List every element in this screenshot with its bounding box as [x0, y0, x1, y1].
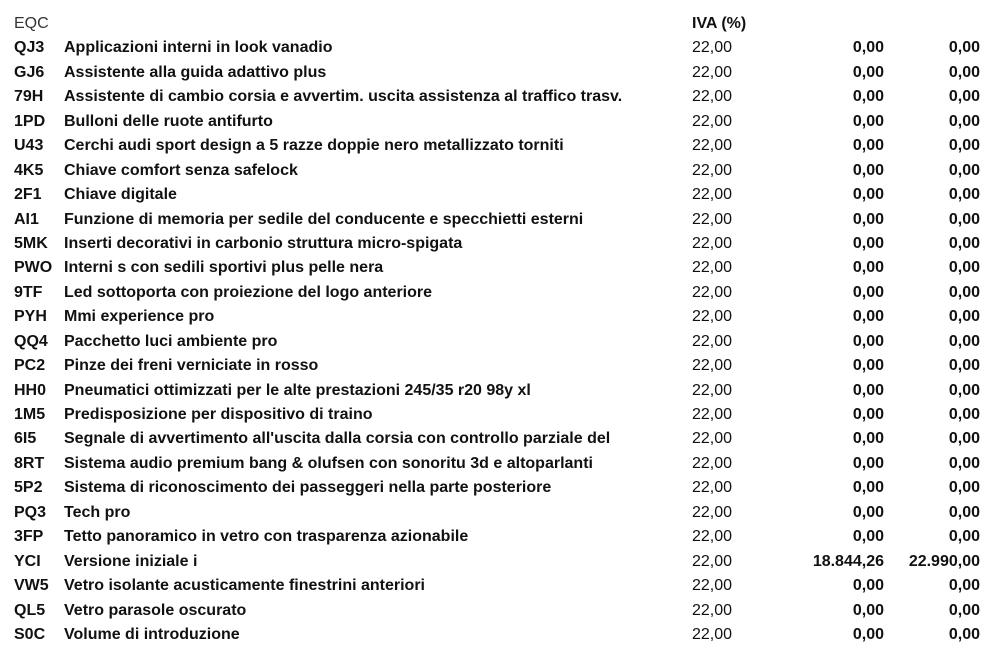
equipment-code: 79H	[14, 88, 44, 106]
equipment-code: 5P2	[14, 479, 43, 497]
equipment-description: Sistema di riconoscimento dei passeggeri nella parte posteriore	[64, 479, 552, 497]
gross-price: 0,00	[948, 479, 980, 497]
iva-rate: 22,00	[692, 454, 733, 472]
table-row	[14, 183, 986, 207]
equipment-code: PWO	[14, 259, 53, 277]
gross-price: 0,00	[948, 454, 980, 472]
iva-rate: 22,00	[692, 259, 733, 277]
iva-rate: 22,00	[692, 88, 733, 106]
gross-price: 22.990,00	[908, 552, 980, 570]
table-row	[14, 403, 986, 427]
equipment-description: Cerchi audi sport design a 5 razze doppie nero metallizzato torniti	[64, 137, 564, 155]
gross-price: 0,00	[948, 39, 980, 57]
net-price: 0,00	[852, 259, 884, 277]
table-row	[14, 452, 986, 476]
equipment-description: Bulloni delle ruote antifurto	[64, 112, 273, 130]
table-row	[14, 85, 986, 109]
net-price: 0,00	[852, 308, 884, 326]
equipment-description: Interni s con sedili sportivi plus pelle nera	[64, 259, 384, 277]
equipment-code: VW5	[14, 577, 49, 595]
gross-price: 0,00	[948, 528, 980, 546]
iva-rate: 22,00	[692, 283, 733, 301]
iva-rate: 22,00	[692, 357, 733, 375]
net-price: 0,00	[852, 357, 884, 375]
gross-price: 0,00	[948, 283, 980, 301]
equipment-code: QQ4	[14, 332, 48, 350]
equipment-description: Mmi experience pro	[64, 308, 215, 326]
gross-price: 0,00	[948, 332, 980, 350]
table-row	[14, 501, 986, 525]
header-code-label: EQC	[14, 15, 49, 32]
table-row	[14, 354, 986, 378]
equipment-code: 1M5	[14, 406, 46, 423]
table-row	[14, 476, 986, 500]
table-row	[14, 36, 986, 60]
equipment-code: HH0	[14, 381, 47, 399]
net-price: 0,00	[852, 112, 884, 130]
gross-price: 0,00	[948, 63, 980, 81]
gross-price: 0,00	[948, 161, 980, 179]
table-header	[14, 12, 986, 36]
iva-rate: 22,00	[692, 161, 733, 179]
equipment-code: 1PD	[14, 112, 46, 130]
equipment-code: U43	[14, 137, 44, 155]
table-row	[14, 305, 986, 329]
table-body	[14, 36, 986, 647]
net-price: 0,00	[852, 332, 884, 350]
equipment-code: 4K5	[14, 161, 44, 179]
equipment-code: 2F1	[14, 186, 42, 204]
equipment-code: 8RT	[14, 454, 45, 472]
net-price: 0,00	[852, 601, 884, 619]
net-price: 0,00	[852, 161, 884, 179]
net-price: 0,00	[852, 186, 884, 204]
gross-price: 0,00	[948, 381, 980, 399]
net-price: 0,00	[852, 577, 884, 595]
iva-rate: 22,00	[692, 137, 733, 155]
net-price: 0,00	[852, 381, 884, 399]
table-row	[14, 208, 986, 232]
table-row	[14, 599, 986, 623]
iva-rate: 22,00	[692, 625, 733, 643]
gross-price: 0,00	[948, 259, 980, 277]
table-row	[14, 379, 986, 403]
table-row	[14, 427, 986, 451]
table-row	[14, 281, 986, 305]
net-price: 0,00	[852, 137, 884, 155]
equipment-description: Led sottoporta con proiezione del logo anteriore	[64, 283, 433, 301]
iva-rate: 22,00	[692, 406, 733, 423]
iva-rate: 22,00	[692, 503, 733, 521]
iva-rate: 22,00	[692, 479, 733, 497]
gross-price: 0,00	[948, 112, 980, 130]
equipment-description: Tetto panoramico in vetro con trasparenza azionabile	[64, 528, 469, 546]
equipment-description: Segnale di avvertimento all'uscita dalla corsia con controllo parziale del	[64, 430, 611, 448]
iva-rate: 22,00	[692, 430, 733, 448]
iva-rate: 22,00	[692, 63, 733, 81]
net-price: 0,00	[852, 406, 884, 423]
table-row	[14, 232, 986, 256]
iva-rate: 22,00	[692, 112, 733, 130]
equipment-description: Versione iniziale i	[64, 552, 198, 570]
table-row	[14, 61, 986, 85]
table-row	[14, 256, 986, 280]
iva-rate: 22,00	[692, 332, 733, 350]
net-price: 0,00	[852, 39, 884, 57]
equipment-code: 5MK	[14, 234, 48, 252]
equipment-description: Volume di introduzione	[64, 625, 240, 643]
gross-price: 0,00	[948, 503, 980, 521]
equipment-description: Sistema audio premium bang & olufsen con sonoritu 3d e altoparlanti	[64, 454, 593, 472]
iva-rate: 22,00	[692, 234, 733, 252]
table-row	[14, 623, 986, 647]
table-row	[14, 330, 986, 354]
equipment-code: 9TF	[14, 283, 43, 301]
gross-price: 0,00	[948, 430, 980, 448]
table-row	[14, 525, 986, 549]
net-price: 0,00	[852, 625, 884, 643]
net-price: 0,00	[852, 210, 884, 228]
iva-rate: 22,00	[692, 39, 733, 57]
net-price: 18.844,26	[812, 552, 884, 570]
net-price: 0,00	[852, 283, 884, 301]
table-row	[14, 574, 986, 598]
gross-price: 0,00	[948, 137, 980, 155]
equipment-description: Pacchetto luci ambiente pro	[64, 332, 278, 350]
equipment-price-table	[14, 12, 986, 647]
equipment-description: Assistente alla guida adattivo plus	[64, 63, 327, 81]
iva-rate: 22,00	[692, 577, 733, 595]
iva-rate: 22,00	[692, 601, 733, 619]
equipment-code: PYH	[14, 308, 47, 326]
net-price: 0,00	[852, 63, 884, 81]
equipment-code: QL5	[14, 601, 46, 619]
equipment-code: QJ3	[14, 39, 45, 57]
equipment-description: Pneumatici ottimizzati per le alte prestazioni 245/35 r20 98y xl	[64, 381, 531, 399]
equipment-code: PC2	[14, 357, 46, 375]
equipment-code: S0C	[14, 625, 46, 643]
iva-rate: 22,00	[692, 186, 733, 204]
equipment-description: Vetro isolante acusticamente finestrini anteriori	[64, 577, 425, 595]
net-price: 0,00	[852, 234, 884, 252]
equipment-description: Funzione di memoria per sedile del conducente e specchietti esterni	[64, 210, 584, 228]
gross-price: 0,00	[948, 234, 980, 252]
gross-price: 0,00	[948, 625, 980, 643]
equipment-description: Predisposizione per dispositivo di traino	[64, 406, 373, 423]
gross-price: 0,00	[948, 577, 980, 595]
table-row	[14, 134, 986, 158]
iva-rate: 22,00	[692, 528, 733, 546]
iva-rate: 22,00	[692, 210, 733, 228]
gross-price: 0,00	[948, 308, 980, 326]
iva-rate: 22,00	[692, 381, 733, 399]
equipment-code: AI1	[14, 210, 39, 228]
equipment-description: Applicazioni interni in look vanadio	[64, 39, 333, 57]
gross-price: 0,00	[948, 357, 980, 375]
net-price: 0,00	[852, 503, 884, 521]
equipment-description: Chiave comfort senza safelock	[64, 161, 298, 179]
header-iva-label: IVA (%)	[692, 15, 747, 32]
equipment-description: Vetro parasole oscurato	[64, 601, 247, 619]
net-price: 0,00	[852, 479, 884, 497]
equipment-description: Chiave digitale	[64, 186, 177, 204]
equipment-description: Pinze dei freni verniciate in rosso	[64, 357, 319, 375]
equipment-code: GJ6	[14, 63, 45, 81]
gross-price: 0,00	[948, 406, 980, 423]
equipment-description: Inserti decorativi in carbonio struttura micro-spigata	[64, 234, 463, 252]
equipment-description: Assistente di cambio corsia e avvertim. uscita assistenza al traffico trasv.	[64, 88, 623, 106]
gross-price: 0,00	[948, 210, 980, 228]
net-price: 0,00	[852, 454, 884, 472]
net-price: 0,00	[852, 430, 884, 448]
gross-price: 0,00	[948, 601, 980, 619]
equipment-code: 3FP	[14, 528, 44, 546]
table-row	[14, 159, 986, 183]
iva-rate: 22,00	[692, 308, 733, 326]
net-price: 0,00	[852, 528, 884, 546]
equipment-code: PQ3	[14, 503, 47, 521]
net-price: 0,00	[852, 88, 884, 106]
equipment-description: Tech pro	[64, 503, 131, 521]
iva-rate: 22,00	[692, 552, 733, 570]
table-row	[14, 110, 986, 134]
equipment-code: 6I5	[14, 430, 37, 448]
gross-price: 0,00	[948, 186, 980, 204]
table-row	[14, 550, 986, 574]
gross-price: 0,00	[948, 88, 980, 106]
equipment-code: YCI	[14, 552, 41, 570]
